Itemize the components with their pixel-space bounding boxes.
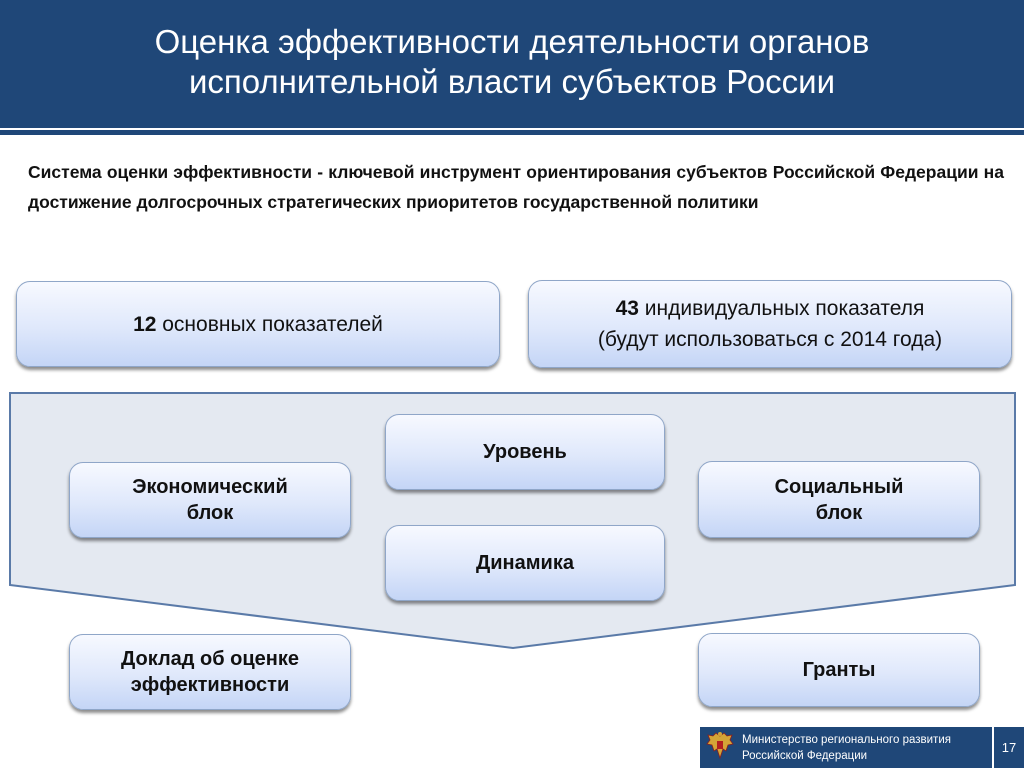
ministry-name: [742, 732, 951, 764]
level-block: [385, 414, 665, 490]
social-block: [698, 461, 980, 538]
social-block-line-1: Социальный: [774, 475, 904, 498]
title-line-2: исполнительной власти субъектов России: [188, 63, 836, 100]
report-box-line-2: эффективности: [130, 674, 290, 696]
grants-box-label: Гранты: [802, 659, 876, 681]
title-line-1: Оценка эффективности деятельности органов: [154, 23, 870, 60]
social-block-line-2: блок: [815, 501, 863, 524]
economic-block-line-1: Экономический: [132, 476, 288, 498]
page-number: 17: [994, 727, 1024, 768]
double-headed-eagle-icon: [704, 730, 736, 764]
ministry-name-line-2: Российской Федерации: [742, 750, 868, 762]
level-block-label: Уровень: [483, 441, 567, 463]
ministry-name-line-1: Министерство регионального развития: [742, 734, 951, 746]
main-indicators-number: 12: [133, 312, 157, 336]
dynamics-block: [385, 525, 665, 601]
individual-indicators-text: индивидуальных показателя: [638, 297, 925, 320]
individual-indicators-note: (будут использоваться с 2014 года): [597, 328, 943, 351]
economic-block-line-2: блок: [186, 502, 234, 524]
report-box-line-1: Доклад об оценке: [120, 648, 300, 670]
intro-text: Система оценки эффективности - ключевой инструмент ориентирования субъектов Российской Федерации на достижение долгосрочных стратегических приоритетов государственной политики: [28, 162, 1004, 212]
individual-indicators-number: 43: [615, 297, 639, 320]
economic-block: [69, 462, 351, 538]
dynamics-block-label: Динамика: [476, 552, 574, 574]
main-indicators-text: основных показателей: [156, 312, 383, 336]
report-box: [69, 634, 351, 710]
grants-box: [698, 633, 980, 707]
